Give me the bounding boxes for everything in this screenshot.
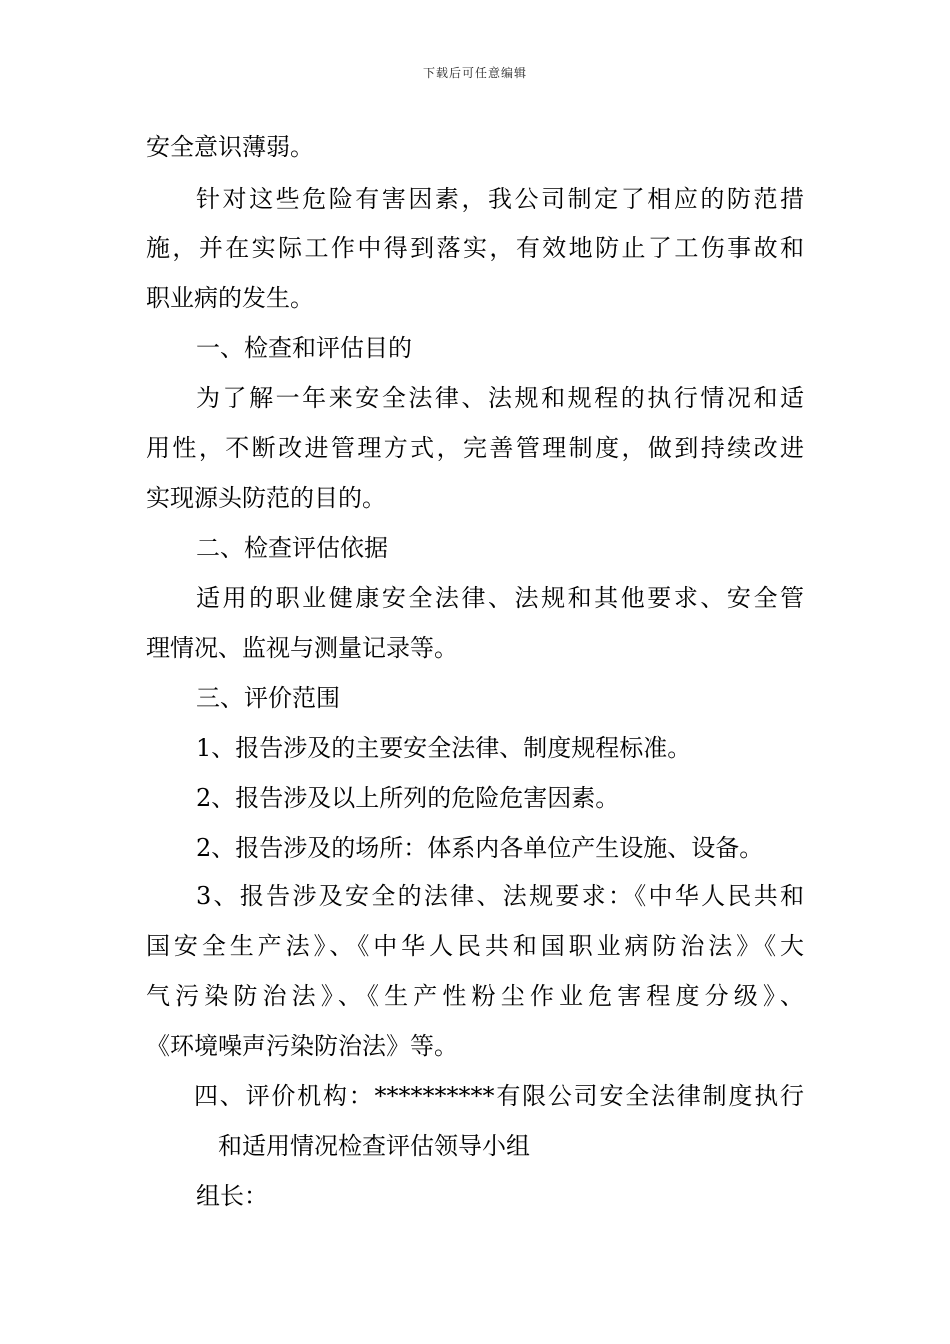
page-header-watermark: 下载后可任意编辑 — [422, 66, 527, 80]
list-item: 1、报告涉及的主要安全法律、制度规程标准。 — [196, 734, 692, 762]
paragraph-line: 国安全生产法》、《中华人民共和国职业病防治法》《大 — [146, 932, 804, 960]
section-heading: 二、检查评估依据 — [196, 534, 388, 562]
team-leader-label: 组长： — [196, 1182, 268, 1210]
paragraph-line: 适用的职业健康安全法律、法规和其他要求、安全管 — [196, 584, 804, 612]
list-item: 3、报告涉及安全的法律、法规要求：《中华人民共和 — [196, 882, 804, 910]
paragraph-line: 职业病的发生。 — [146, 284, 314, 312]
section-heading: 一、检查和评估目的 — [196, 334, 412, 362]
paragraph-line: 气污染防治法》、《生产性粉尘作业危害程度分级》、 — [146, 982, 804, 1010]
section-heading: 三、评价范围 — [196, 684, 340, 712]
paragraph-line: 针对这些危险有害因素，我公司制定了相应的防范措 — [196, 185, 804, 213]
paragraph-line: 实现源头防范的目的。 — [146, 484, 386, 512]
paragraph-line: 《环境噪声污染防治法》等。 — [146, 1032, 458, 1060]
paragraph-line: 理情况、监视与测量记录等。 — [146, 634, 458, 662]
paragraph-line: 安全意识薄弱。 — [146, 133, 314, 161]
section-heading: 四、评价机构：**********有限公司安全法律制度执行 — [194, 1082, 804, 1110]
list-item: 2、报告涉及以上所列的危险危害因素。 — [196, 784, 620, 812]
list-item: 2、报告涉及的场所：体系内各单位产生设施、设备。 — [196, 834, 764, 862]
paragraph-line: 为了解一年来安全法律、法规和规程的执行情况和适 — [196, 384, 804, 412]
section-heading-continuation: 和适用情况检查评估领导小组 — [218, 1132, 530, 1160]
paragraph-line: 施，并在实际工作中得到落实，有效地防止了工伤事故和 — [146, 234, 804, 262]
paragraph-line: 用性，不断改进管理方式，完善管理制度，做到持续改进 — [146, 434, 804, 462]
